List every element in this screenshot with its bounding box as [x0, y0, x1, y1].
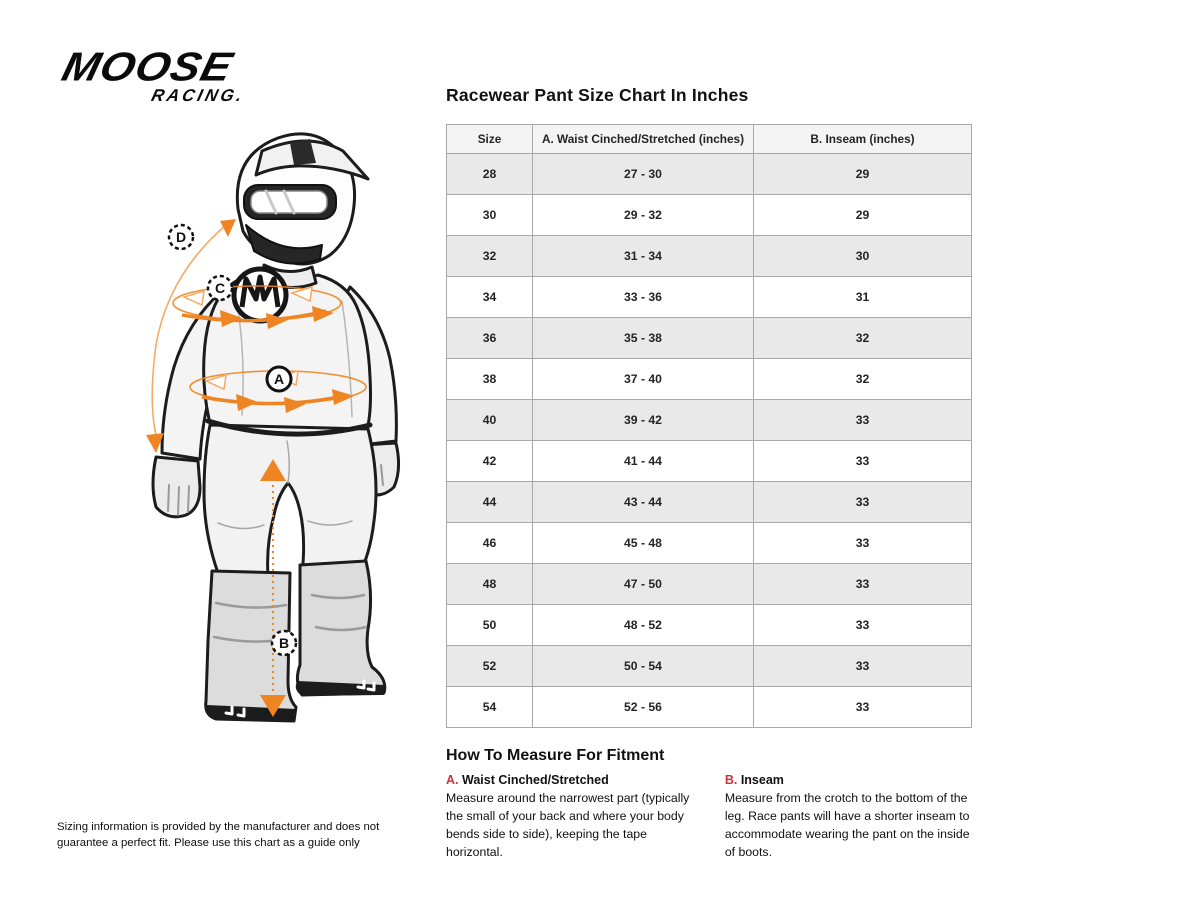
table-cell: 30 — [754, 236, 972, 277]
rider-illustration-svg — [50, 125, 430, 745]
table-row — [447, 195, 972, 236]
page-title: Racewear Pant Size Chart In Inches — [446, 85, 749, 105]
table-cell: 32 — [754, 318, 972, 359]
table-row — [447, 359, 972, 400]
header-size: Size — [447, 125, 533, 154]
table-cell: 38 — [447, 359, 533, 400]
measure-inseam-label — [725, 773, 973, 787]
table-cell: 31 - 34 — [533, 236, 754, 277]
rider-illustration — [50, 125, 430, 745]
table-cell: 37 - 40 — [533, 359, 754, 400]
table-cell: 33 — [754, 441, 972, 482]
size-table-header-row — [447, 125, 972, 154]
table-cell: 33 — [754, 482, 972, 523]
rider-left-glove — [153, 457, 200, 517]
table-cell: 50 — [447, 605, 533, 646]
marker-b: B — [278, 635, 290, 651]
table-cell: 32 — [447, 236, 533, 277]
table-cell: 45 - 48 — [533, 523, 754, 564]
table-cell: 36 — [447, 318, 533, 359]
table-cell: 32 — [754, 359, 972, 400]
table-row — [447, 646, 972, 687]
table-cell: 29 — [754, 154, 972, 195]
table-row — [447, 687, 972, 728]
table-cell: 33 - 36 — [533, 277, 754, 318]
table-row — [447, 154, 972, 195]
how-to-columns — [446, 773, 973, 861]
measure-waist-title: Waist Cinched/Stretched — [461, 773, 609, 787]
measure-waist-label — [446, 773, 696, 787]
table-row — [447, 523, 972, 564]
table-row — [447, 564, 972, 605]
measure-waist-letter: A. — [446, 773, 459, 787]
table-row — [447, 441, 972, 482]
table-cell: 39 - 42 — [533, 400, 754, 441]
table-cell: 48 - 52 — [533, 605, 754, 646]
size-table — [446, 124, 972, 728]
header-inseam: B. Inseam (inches) — [754, 125, 972, 154]
jersey-moose-logo — [234, 269, 286, 321]
rider-pants — [204, 425, 376, 577]
marker-d: D — [175, 229, 187, 245]
table-cell: 35 - 38 — [533, 318, 754, 359]
disclaimer-text: Sizing information is provided by the manufacturer and does not guarantee a perfect fit. Please use this chart as a guide only — [57, 821, 380, 850]
rider-right-boot — [297, 561, 384, 695]
table-cell: 41 - 44 — [533, 441, 754, 482]
table-cell: 50 - 54 — [533, 646, 754, 687]
table-row — [447, 277, 972, 318]
brand-logo — [58, 44, 253, 106]
table-cell: 31 — [754, 277, 972, 318]
table-cell: 42 — [447, 441, 533, 482]
marker-c: C — [214, 280, 226, 296]
table-cell: 29 — [754, 195, 972, 236]
table-row — [447, 605, 972, 646]
table-cell: 54 — [447, 687, 533, 728]
table-cell: 43 - 44 — [533, 482, 754, 523]
measure-instruction-waist — [446, 773, 696, 861]
table-cell: 34 — [447, 277, 533, 318]
measure-inseam-letter: B. — [724, 773, 738, 787]
table-cell: 33 — [754, 523, 972, 564]
table-cell: 46 — [447, 523, 533, 564]
table-cell: 47 - 50 — [533, 564, 754, 605]
how-to-heading: How To Measure For Fitment — [446, 747, 665, 764]
table-cell: 33 — [754, 687, 972, 728]
table-row — [447, 400, 972, 441]
measure-inseam-title: Inseam — [740, 773, 784, 787]
measure-inseam-description: Measure from the crotch to the bottom of the leg. Race pants will have a shorter inseam to accommodate wearing the pant on the inside of boots. — [724, 791, 970, 860]
table-cell: 29 - 32 — [533, 195, 754, 236]
table-cell: 33 — [754, 400, 972, 441]
table-cell: 33 — [754, 564, 972, 605]
content-column — [446, 85, 973, 861]
size-table-body — [447, 154, 972, 728]
table-cell: 33 — [754, 605, 972, 646]
measure-waist-description: Measure around the narrowest part (typically the small of your back and where your body bends side to side), keeping the tape horizontal. — [446, 791, 690, 860]
marker-a: A — [273, 371, 285, 387]
header-waist: A. Waist Cinched/Stretched (inches) — [533, 125, 754, 154]
table-cell: 28 — [447, 154, 533, 195]
table-row — [447, 236, 972, 277]
table-cell: 40 — [447, 400, 533, 441]
table-cell: 30 — [447, 195, 533, 236]
table-row — [447, 318, 972, 359]
table-cell: 52 - 56 — [533, 687, 754, 728]
brand-logo-wordmark: MOOSE — [57, 44, 238, 90]
table-row — [447, 482, 972, 523]
table-cell: 33 — [754, 646, 972, 687]
table-cell: 27 - 30 — [533, 154, 754, 195]
table-cell: 44 — [447, 482, 533, 523]
table-cell: 48 — [447, 564, 533, 605]
brand-logo-subtext: RACING. — [149, 86, 247, 105]
table-cell: 52 — [447, 646, 533, 687]
measure-instruction-inseam — [725, 773, 973, 861]
